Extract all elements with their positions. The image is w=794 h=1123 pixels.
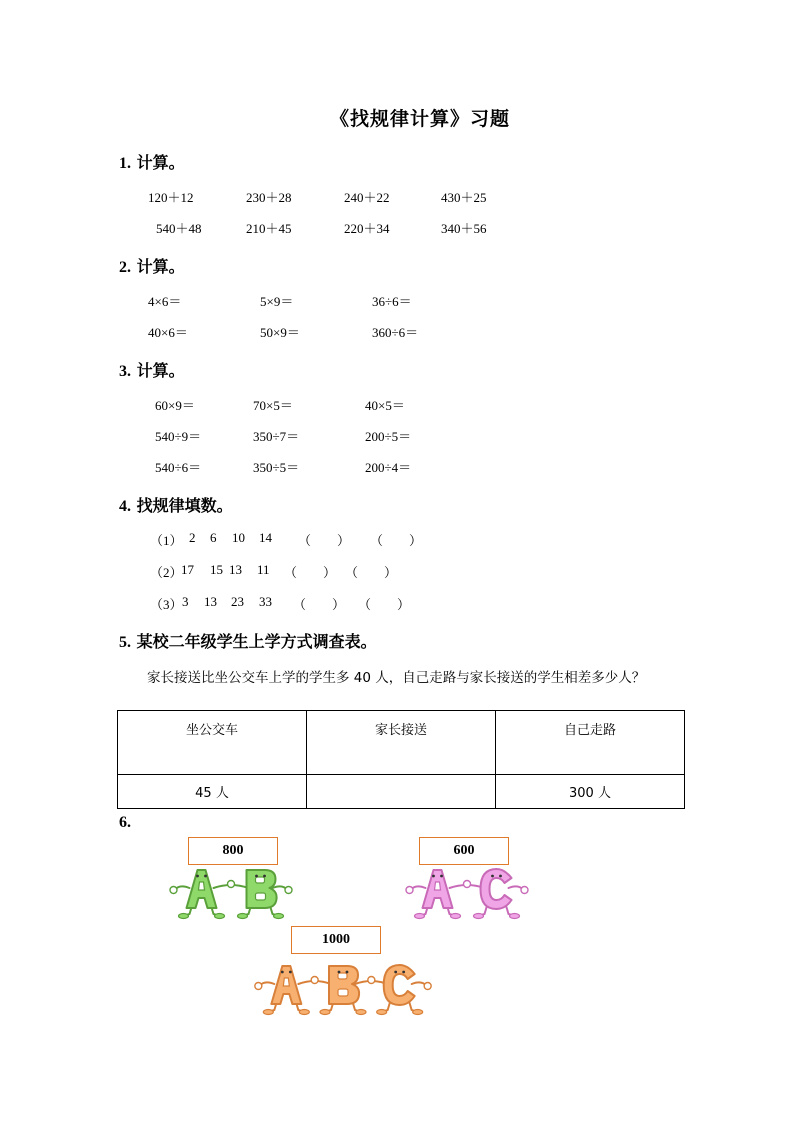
q2-number: 2.	[119, 259, 131, 276]
q3-item: 350÷7＝	[253, 429, 300, 444]
q1-item: 340＋56	[441, 221, 487, 236]
table-cell-walk: 300 人	[496, 775, 685, 809]
q5-number: 5.	[119, 634, 131, 651]
table-cell-parent	[307, 775, 496, 809]
q4-seq: 23	[231, 594, 244, 609]
survey-table	[117, 710, 685, 809]
letter-a-character	[415, 870, 461, 919]
value-box-600: 600	[419, 837, 509, 865]
q1-item: 430＋25	[441, 190, 487, 205]
table-cell-bus: 45 人	[118, 775, 307, 809]
q4-blank: （ ）	[293, 597, 346, 612]
q2-heading	[119, 254, 185, 277]
q3-item: 60×9＝	[155, 398, 195, 413]
table-header-walk: 自己走路	[496, 711, 685, 775]
letter-b-character	[238, 870, 284, 919]
q4-row-number: （2）	[150, 565, 183, 580]
q1-number: 1.	[119, 155, 131, 172]
table-header-parent: 家长接送	[307, 711, 496, 775]
q3-item: 40×5＝	[365, 398, 405, 413]
letter-a-character	[263, 966, 309, 1015]
value-box-1000: 1000	[291, 926, 381, 954]
q3-number: 3.	[119, 363, 131, 380]
q4-seq: 11	[257, 562, 270, 577]
q1-item: 220＋34	[344, 221, 390, 236]
q4-seq: 15	[210, 562, 223, 577]
q2-item: 36÷6＝	[372, 294, 412, 309]
letter-a-character	[179, 870, 225, 919]
q4-row-number: （1）	[150, 533, 183, 548]
q4-seq: 17	[181, 562, 194, 577]
q4-blank: （ ）	[345, 565, 398, 580]
q1-heading	[119, 150, 185, 173]
q3-item: 200÷5＝	[365, 429, 412, 444]
q4-number: 4.	[119, 498, 131, 515]
q3-heading	[119, 358, 185, 381]
q1-item: 540＋48	[156, 221, 202, 236]
q4-blank: （ ）	[370, 533, 423, 548]
table-header-bus: 坐公交车	[118, 711, 307, 775]
q2-item: 50×9＝	[260, 325, 300, 340]
q3-item: 350÷5＝	[253, 460, 300, 475]
letter-figure-abc	[258, 962, 428, 1016]
q1-item: 210＋45	[246, 221, 292, 236]
q1-item: 230＋28	[246, 190, 292, 205]
q3-item: 540÷9＝	[155, 429, 202, 444]
q4-seq: 10	[232, 530, 245, 545]
q3-item: 70×5＝	[253, 398, 293, 413]
q4-seq: 33	[259, 594, 272, 609]
q6-heading	[119, 812, 131, 832]
q4-seq: 6	[210, 530, 217, 545]
q4-row-number: （3）	[150, 597, 183, 612]
letter-figure-ab	[172, 866, 290, 918]
page-title: 《找规律计算》习题	[329, 108, 510, 130]
q1-item: 120＋12	[148, 190, 194, 205]
q2-item: 5×9＝	[260, 294, 294, 309]
q4-label: 找规律填数。	[136, 496, 233, 515]
q2-item: 4×6＝	[148, 294, 182, 309]
q4-blank: （ ）	[358, 597, 411, 612]
q4-heading	[119, 493, 233, 516]
q1-label: 计算。	[136, 153, 185, 172]
letter-c-character	[474, 869, 520, 919]
q3-label: 计算。	[136, 361, 185, 380]
q4-seq: 13	[229, 562, 242, 577]
q4-blank: （ ）	[284, 565, 337, 580]
q5-label: 某校二年级学生上学方式调查表。	[136, 632, 377, 651]
q4-seq: 3	[182, 594, 189, 609]
q4-seq: 2	[189, 530, 196, 545]
letter-b-character	[320, 966, 366, 1015]
q3-item: 540÷6＝	[155, 460, 202, 475]
q4-seq: 13	[204, 594, 217, 609]
value-box-800: 800	[188, 837, 278, 865]
q4-seq: 14	[259, 530, 272, 545]
q5-heading	[119, 629, 377, 652]
letter-figure-ac	[408, 866, 526, 918]
q2-item: 360÷6＝	[372, 325, 419, 340]
q3-item: 200÷4＝	[365, 460, 412, 475]
q1-item: 240＋22	[344, 190, 390, 205]
q2-item: 40×6＝	[148, 325, 188, 340]
q5-prompt: 家长接送比坐公交车上学的学生多 40 人，自己走路与家长接送的学生相差多少人？	[147, 670, 646, 686]
q6-number: 6.	[119, 814, 131, 831]
q2-label: 计算。	[136, 257, 185, 276]
letter-c-character	[377, 965, 423, 1015]
q4-blank: （ ）	[298, 533, 351, 548]
